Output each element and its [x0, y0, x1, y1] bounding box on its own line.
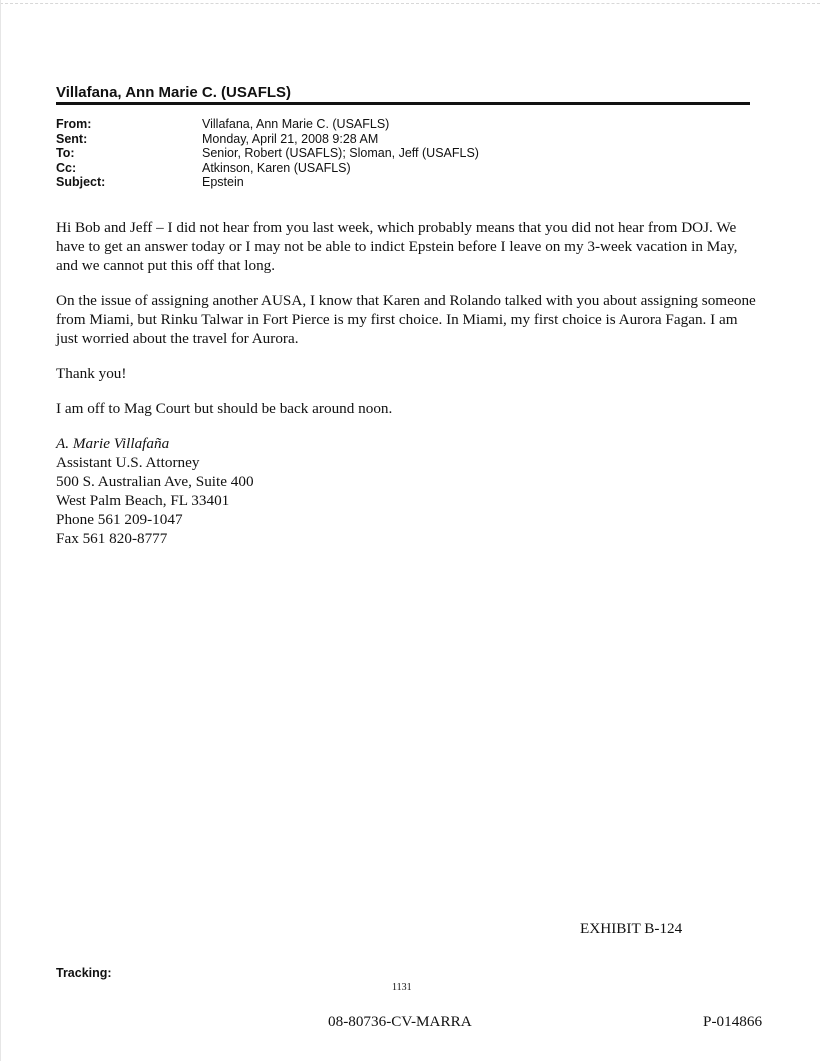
- subject-value: Epstein: [202, 175, 244, 190]
- signature-city: West Palm Beach, FL 33401: [56, 492, 230, 509]
- email-body: [56, 218, 756, 548]
- email-title: Villafana, Ann Marie C. (USAFLS): [56, 84, 292, 101]
- body-paragraph-3: Thank you!: [56, 365, 127, 382]
- header-row-sent: [56, 132, 656, 147]
- scan-artifact-line: [0, 3, 820, 4]
- subject-label: Subject:: [56, 175, 106, 190]
- scan-artifact-edge: [0, 0, 1, 1061]
- to-value: Senior, Robert (USAFLS); Sloman, Jeff (USAFLS): [202, 146, 479, 161]
- signature-phone: Phone 561 209-1047: [56, 511, 183, 528]
- signature-fax: Fax 561 820-8777: [56, 530, 168, 547]
- signature-title: Assistant U.S. Attorney: [56, 454, 200, 471]
- cc-value: Atkinson, Karen (USAFLS): [202, 160, 351, 175]
- sent-label: Sent:: [56, 131, 88, 146]
- case-number: 08-80736-CV-MARRA: [328, 1013, 472, 1030]
- signature-name: A. Marie Villafaña: [56, 435, 170, 452]
- cc-label: Cc:: [56, 160, 77, 175]
- header-row-cc: [56, 161, 656, 176]
- body-paragraph-4: I am off to Mag Court but should be back around noon.: [56, 400, 393, 417]
- page-number: 1131: [392, 982, 412, 993]
- header-row-subject: [56, 175, 656, 190]
- body-paragraph-1: Hi Bob and Jeff – I did not hear from you last week, which probably means that you did not hear from DOJ. We have to get an answer today or I may not be able to indict Epstein before I leave on my 3-week vacation in May, and we cannot put this off that long.: [56, 219, 738, 274]
- header-row-to: [56, 146, 656, 161]
- to-label: To:: [56, 146, 75, 161]
- email-header: [56, 117, 656, 190]
- signature-address: 500 S. Australian Ave, Suite 400: [56, 473, 254, 490]
- header-row-from: [56, 117, 656, 132]
- exhibit-label: EXHIBIT B-124: [580, 920, 683, 937]
- tracking-label: Tracking:: [56, 966, 112, 980]
- from-label: From:: [56, 117, 92, 131]
- body-paragraph-2: On the issue of assigning another AUSA, I know that Karen and Rolando talked with you about assigning someone from Miami, but Rinku Talwar in Fort Pierce is my first choice. In Miami, my first choice is Aurora Fagan. I am just worried about the travel for Aurora.: [56, 292, 756, 347]
- from-value: Villafana, Ann Marie C. (USAFLS): [202, 117, 390, 131]
- sent-value: Monday, April 21, 2008 9:28 AM: [202, 131, 379, 146]
- signature-block: [56, 434, 756, 548]
- bates-number: P-014866: [703, 1013, 763, 1030]
- title-divider: [56, 102, 750, 105]
